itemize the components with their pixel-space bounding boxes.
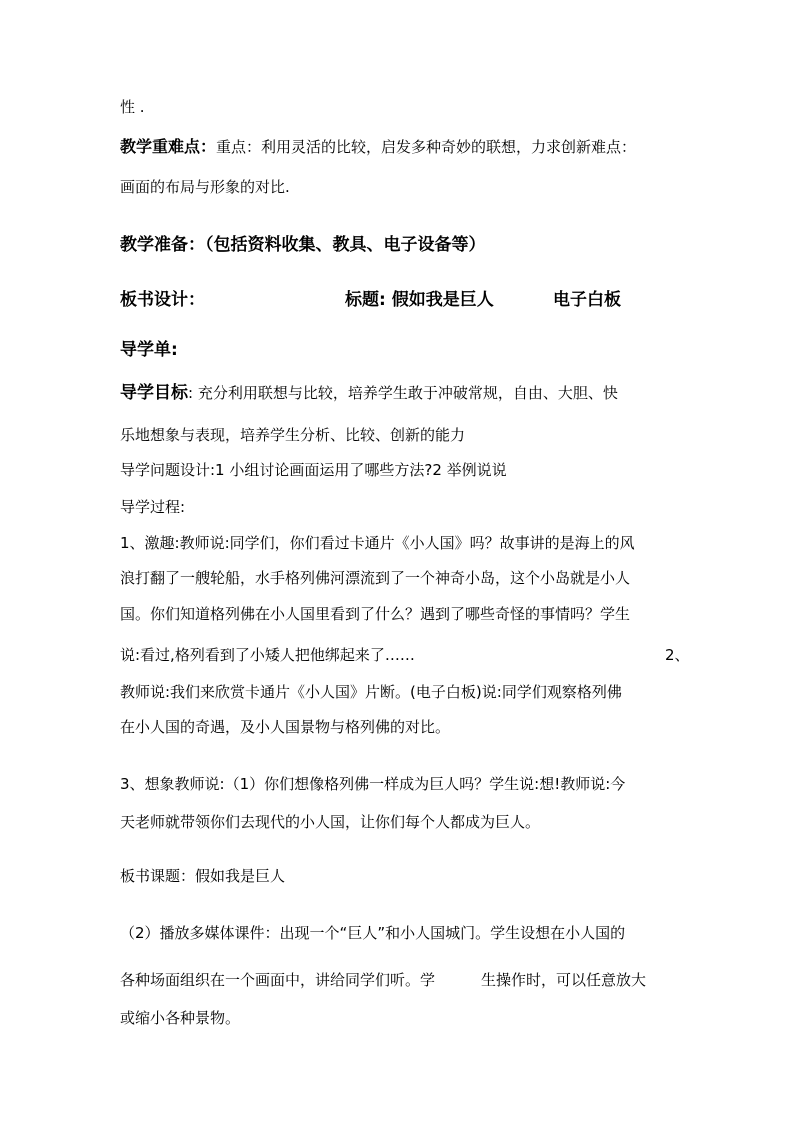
text-line: 说:看过,格列看到了小矮人把他绑起来了…… (120, 646, 415, 664)
text-line: 或缩小各种景物。 (120, 1009, 241, 1027)
guide-goal-label: 导学目标 (120, 383, 188, 403)
board-design-title: 标题: 假如我是巨人 (345, 290, 494, 310)
text-line: 板书课题：假如我是巨人 (120, 867, 286, 885)
text-line: 性 . (120, 98, 145, 116)
key-points-text: 重点：利用灵活的比较，启发多种奇妙的联想，力求创新难点： (216, 138, 637, 156)
text-line: （2）播放多媒体课件：出现一个“巨人”和小人国城门。学生设想在小人国的 (120, 924, 626, 942)
guide-goal-text: : 充分利用联想与比较，培养学生敢于冲破常规，自由、大胆、快 (188, 384, 618, 402)
text-line: 国。你们知道格列佛在小人国里看到了什么？遇到了哪些奇怪的事情吗？学生 (120, 605, 631, 623)
guide-goal-paragraph (120, 383, 618, 403)
text-line: 画面的布局与形象的对比. (120, 178, 290, 196)
text-line: 1、激趣:教师说:同学们，你们看过卡通片《小人国》吗？故事讲的是海上的风 (120, 534, 635, 552)
text-line: 在小人国的奇遇，及小人国景物与格列佛的对比。 (120, 718, 451, 736)
text-line: 导学过程: (120, 498, 186, 516)
preparation-heading: 教学准备：（包括资料收集、教具、电子设备等） (120, 235, 486, 255)
text-line: 3、想象教师说:（1）你们想像格列佛一样成为巨人吗？学生说:想!教师说:今 (120, 775, 626, 793)
text-line: 导学问题设计:1 小组讨论画面运用了哪些方法?2 举例说说 (120, 461, 507, 479)
step-number: 2、 (665, 646, 690, 664)
text-line: 教师说:我们来欣赏卡通片《小人国》片断。(电子白板)说:同学们观察格列佛 (120, 683, 622, 701)
key-points-label: 教学重难点： (120, 137, 217, 156)
text-line: 乐地想象与表现，培养学生分析、比较、创新的能力 (120, 426, 466, 444)
board-design-tool: 电子白板 (553, 290, 621, 310)
text-line: 各种场面组织在一个画面中，讲给同学们听。学 (120, 971, 436, 989)
key-points-paragraph (120, 137, 636, 157)
board-design-label: 板书设计： (120, 290, 205, 310)
guide-sheet-heading: 导学单: (120, 340, 178, 360)
text-line: 天老师就带领你们去现代的小人国，让你们每个人都成为巨人。 (120, 813, 541, 831)
text-line: 生操作时，可以任意放大 (481, 971, 647, 989)
text-line: 浪打翻了一艘轮船，水手格列佛河漂流到了一个神奇小岛，这个小岛就是小人 (120, 569, 631, 587)
